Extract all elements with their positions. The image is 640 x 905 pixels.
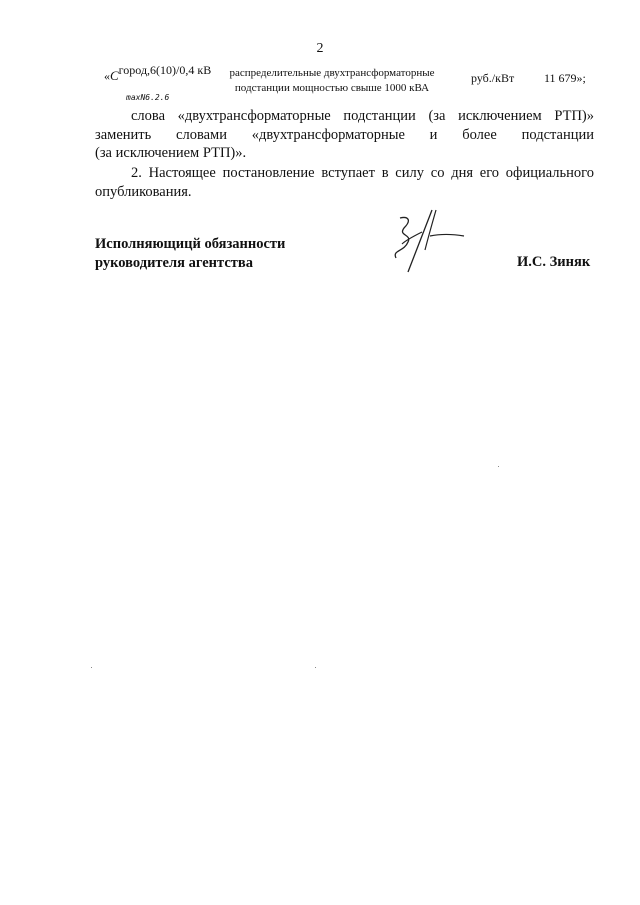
quote-open: « xyxy=(104,69,110,83)
signer-title-line-1: Исполняющицй обязанности xyxy=(95,236,286,252)
handwritten-signature xyxy=(378,206,468,276)
value-cell: 11 679»; xyxy=(544,71,586,85)
page-number: 2 xyxy=(316,41,324,56)
formula-superscript: город,6(10)/0,4 кВ xyxy=(118,63,212,77)
effective-date-paragraph xyxy=(95,164,594,201)
formula-symbol: C xyxy=(110,68,119,83)
tariff-table-row xyxy=(0,63,640,102)
unit-cell: руб./кВт xyxy=(471,71,515,85)
scan-speck xyxy=(498,466,499,467)
paragraph-line: слова «двухтрансформаторные подстанции (за исключением РТП)» xyxy=(131,108,594,124)
description-line-2: подстанции мощностью свыше 1000 кВА xyxy=(234,82,430,94)
signer-title-line-2: руководителя агентства xyxy=(95,255,253,271)
rate-formula xyxy=(104,63,212,102)
signer-title xyxy=(95,235,285,273)
substation-description xyxy=(212,66,452,96)
paragraph-line: опубликования. xyxy=(95,183,192,200)
paragraph-line: заменить словами «двухтрансформаторные и более подстанции xyxy=(95,126,594,143)
description-line-1: распределительные двухтрансформаторные xyxy=(229,67,435,79)
scan-speck xyxy=(315,667,316,668)
formula-subscript: maxN6.2.6 xyxy=(126,93,170,102)
amendment-paragraph xyxy=(95,107,594,163)
paragraph-line: 2. Настоящее постановление вступает в силу со дня его официального xyxy=(131,165,594,181)
signer-name: И.С. Зиняк xyxy=(517,254,591,270)
scan-speck xyxy=(91,667,92,668)
paragraph-line: (за исключением РТП)». xyxy=(95,145,247,161)
